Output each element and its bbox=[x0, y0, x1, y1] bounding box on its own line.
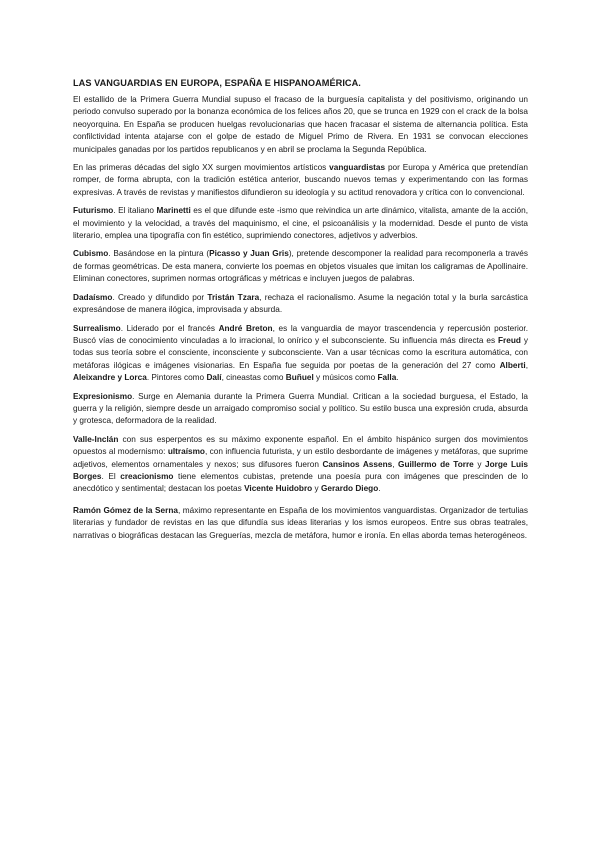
text-run: , cineastas como bbox=[221, 373, 286, 383]
bold-term: Surrealismo bbox=[73, 323, 121, 333]
paragraph bbox=[73, 205, 528, 242]
text-run: , con influencia futurista, y un estilo desbordante de imágenes y metáforas, que suprime adjetivos, elementos ornamentales y nexos; sus difusores fueron bbox=[73, 447, 528, 469]
text-run: y músicos como bbox=[313, 373, 378, 383]
paragraph bbox=[73, 162, 528, 199]
bold-term: ultraísmo bbox=[167, 447, 205, 457]
text-run: por Europa y América que pretendían romper, de forma abrupta, con la tradición estética anterior, buscando nuevos temas y experimentando con las formas expresivas. A través de revistas y manifiestos difundieron su ideología y su actitud renovadora y crítica con lo convencional. bbox=[73, 163, 528, 197]
text-run: ), pretende descomponer la realidad para recomponerla a través de formas geométricas. De esta manera, convierte los poemas en objetos visuales que imitan los caligramas de Apollinaire. Eliminan conectores, suprimen normas ortográficas y métricas e incluyen juegos de palabras. bbox=[73, 249, 529, 284]
bold-term: Dalí bbox=[206, 373, 222, 383]
paragraph bbox=[73, 323, 528, 385]
bold-term: Marinetti bbox=[156, 206, 191, 216]
bold-term: Alberti bbox=[499, 360, 526, 370]
bold-term: Expresionismo bbox=[73, 391, 133, 401]
text-run: con sus esperpentos es su máximo exponente español. En el ámbito hispánico surgen dos movimientos opuestos al modernismo: bbox=[73, 434, 528, 457]
bold-term: Cubismo bbox=[73, 249, 109, 259]
bold-term: Guillermo de Torre bbox=[398, 459, 474, 469]
text-run: . bbox=[396, 373, 399, 383]
bold-term: Cansinos Assens bbox=[322, 459, 393, 469]
text-run: tiene elementos cubistas, pretende una poesía pura con imágenes que prescinden de lo anecdótico y sentimental; destacan los poetas bbox=[73, 471, 528, 494]
text-run: , bbox=[392, 459, 399, 469]
text-run: y bbox=[312, 484, 321, 494]
text-run: . Pintores como bbox=[146, 373, 207, 383]
bold-term: Tristán Tzara bbox=[207, 292, 260, 302]
text-run: En las primeras décadas del siglo XX surgen movimientos artísticos bbox=[73, 163, 330, 173]
bold-term: André Breton bbox=[218, 323, 273, 333]
document-body bbox=[73, 78, 528, 548]
text-run: . Creado y difundido por bbox=[112, 292, 208, 302]
bold-term: Freud bbox=[498, 335, 521, 345]
text-run: . Surge en Alemania durante la Primera Guerra Mundial. Critican a la sociedad burguesa, el Estado, la guerra y la religión, siempre desde un arraigado compromiso social y político. Su estilo busca una expresión cruda, absurda y grotesca, deformadora de la realidad. bbox=[73, 391, 528, 426]
text-run: , rechaza el racionalismo. Asume la negación total y la burla sarcástica expresándose de manera ilógica, improvisada y absurda. bbox=[73, 292, 528, 315]
text-run: . El italiano bbox=[113, 206, 157, 216]
text-run: El estallido de la Primera Guerra Mundial supuso el fracaso de la burguesía capitalista y del positivismo, originando un periodo convulso superado por la bonanza económica de los felices años 20, que se trunca en 1929 con el crack de la bolsa neoyorquina. En España se producen huelgas revolucionarias que hacen fracasar el sistema de alternancia política. Esta confilctividad intenta atajarse con el golpe de estado de Miguel Primo de Rivera. En 1931 se convocan elecciones municipales ganadas por los partidos republicanos y en abril se proclama la Segunda República. bbox=[73, 95, 528, 154]
bold-term: Dadaísmo bbox=[73, 292, 113, 302]
text-run: , bbox=[525, 360, 528, 370]
paragraph bbox=[73, 434, 528, 496]
text-run: y bbox=[473, 459, 485, 469]
paragraph-list bbox=[73, 94, 528, 542]
paragraph bbox=[73, 505, 528, 542]
text-run: es el que difunde este -ismo que reivindica un arte dinámico, vitalista, amante de la acción, el movimiento y la velocidad, a través del maquinismo, el cine, el psicoanálisis y la modernidad. Desde el punto de vista literario, emplea una tipografía con fin estético, suprimiendo conectores, adjetivos y adverbios. bbox=[73, 206, 528, 241]
bold-term: Valle-Inclán bbox=[73, 434, 119, 444]
bold-term: Picasso y Juan Gris bbox=[209, 249, 289, 259]
paragraph bbox=[73, 248, 528, 285]
bold-term: Buñuel bbox=[285, 373, 314, 383]
text-run: , máximo representante en España de los movimientos vanguardistas. Organizador de tertulias literarias y fundador de revistas en las que difundía sus ideas literarias y los ismos europeos. Entre sus obras teatrales, narrativas o biográficas destacan las Greguerías, mezcla de metáfora, humor e ironía. En ellas aborda temas heterogéneos. bbox=[73, 505, 528, 540]
bold-term: creacionismo bbox=[120, 471, 174, 481]
bold-term: Jorge Luis Borges bbox=[73, 459, 528, 481]
bold-term: Ramón Gómez de la Serna bbox=[73, 505, 178, 515]
bold-term: Vicente Huidobro bbox=[244, 484, 313, 494]
document-title: LAS VANGUARDIAS EN EUROPA, ESPAÑA E HISPANOAMÉRICA. bbox=[73, 78, 361, 88]
bold-term: Falla bbox=[377, 373, 397, 383]
paragraph bbox=[73, 94, 528, 156]
text-run: y todas sus teoría sobre el consciente, inconsciente y subconsciente. Van a usar técnicas como la escritura automática, con metáforas ilógicas e imágenes visionarias. En España fue seguida por poetas de la generación del 27 como bbox=[73, 335, 528, 370]
text-run: , es la vanguardia de mayor trascendencia y repercusión posterior. Buscó vías de conocimiento vinculadas a lo irracional, lo onírico y el subconsciente. Su influencia más directa es bbox=[73, 323, 529, 345]
paragraph bbox=[73, 292, 528, 317]
text-run: . bbox=[378, 484, 381, 494]
bold-term: vanguardistas bbox=[329, 163, 386, 173]
bold-term: Gerardo Diego bbox=[320, 484, 379, 494]
text-run: . El bbox=[101, 471, 121, 481]
paragraph bbox=[73, 391, 528, 428]
text-run: . Liderado por el francés bbox=[120, 323, 219, 333]
bold-term: Aleixandre y Lorca bbox=[73, 373, 147, 383]
bold-term: Futurismo bbox=[73, 206, 114, 216]
text-run: . Basándose en la pintura ( bbox=[108, 249, 210, 259]
